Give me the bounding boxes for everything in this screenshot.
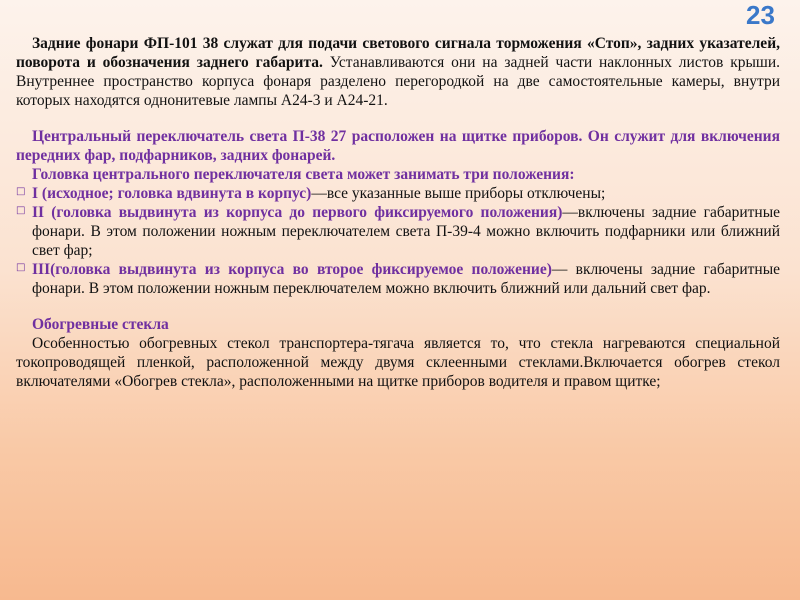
- rear-lights-text: Устанавливаются они на задней части наклонных листов крыши. Внутреннее пространство корпуса фонаря разделено перегородкой на две самостоятельные камеры, внутри которых находятся однонитевые лампы А24-3 и А24-21.: [16, 54, 781, 109]
- position-2-bold: II (головка выдвинута из корпуса до первого фиксируемого положения): [32, 204, 563, 221]
- square-bullet-icon: [16, 186, 25, 198]
- position-1-text: —все указанные выше приборы отключены;: [311, 185, 606, 202]
- paragraph-central-switch: Центральный переключатель света П-38 27 расположен на щитке приборов. Он служит для включения передних фар, подфарников, задних фонарей.: [16, 128, 780, 164]
- slide-content: [16, 34, 780, 391]
- list-item-position-2: [16, 203, 780, 260]
- paragraph-switch-positions: Головка центрального переключателя света может занимать три положения:: [32, 166, 575, 183]
- square-bullet-icon: [16, 205, 25, 217]
- position-1-bold: I (исходное; головка вдвинута в корпус): [32, 185, 312, 202]
- position-3-bold: III(головка выдвинута из корпуса во второе фиксируемое положение): [32, 261, 552, 278]
- paragraph-heated-glass: Особенностью обогревных стекол транспортера-тягача является то, что стекла нагреваются специальной токопроводящей пленкой, расположенной между двумя склеенными стеклами.Включается обогрев стекол включателями «Обогрев стекла», расположенными на щитке приборов водителя и правом щитке;: [16, 335, 780, 390]
- list-item-position-3: [16, 260, 780, 298]
- slide-number: 23: [746, 0, 775, 30]
- rear-lights-bold-text: Задние фонари ФП-101 38 служат для подачи светового сигнала торможения «Стоп», задних указателей, поворота и обозначения заднего габарита.: [16, 35, 780, 71]
- position-2-text: —включены задние габаритные фонари. В этом положении ножным переключателем света П-39-4 можно включить подфарники или ближний свет фар;: [32, 204, 780, 259]
- square-bullet-icon: [16, 262, 25, 274]
- list-item-position-1: [16, 184, 780, 203]
- heading-heated-glass: Обогревные стекла: [32, 316, 169, 333]
- position-3-text: — включены задние габаритные фонари. В этом положении ножным переключателем можно включить ближний или дальний свет фар.: [32, 261, 780, 297]
- paragraph-rear-lights: [16, 34, 780, 110]
